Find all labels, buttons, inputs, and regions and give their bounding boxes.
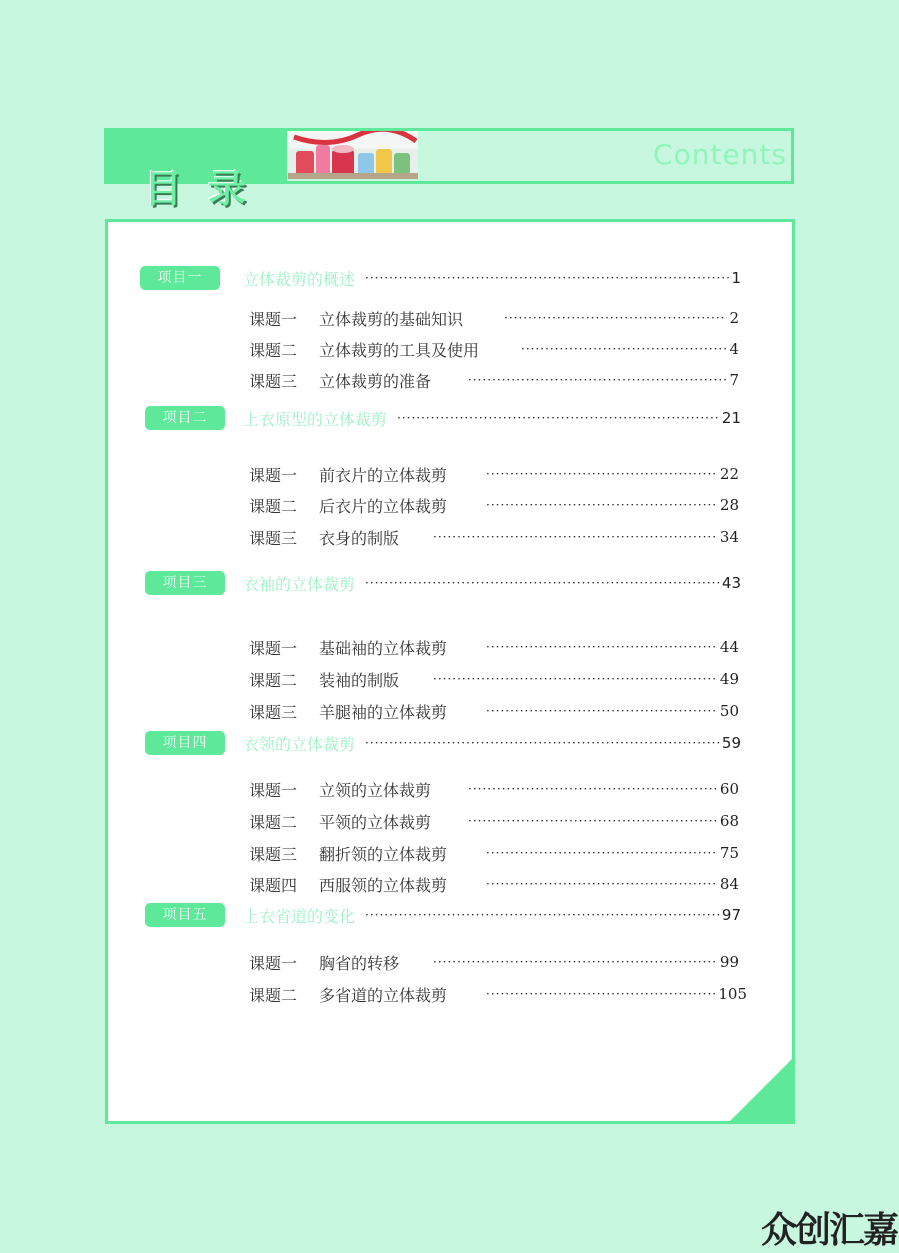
lesson-title: 立体裁剪的工具及使用 [319,340,480,360]
watermark-logo: 众创汇嘉 [760,1210,897,1251]
leader-dots [486,988,716,1000]
leader-dots [521,343,727,355]
contents-subtitle: Contents [653,138,787,171]
project-badge: 项目四 [145,731,225,755]
project-badge: 项目二 [145,406,225,430]
page-number: 7 [729,371,739,389]
page-number: 44 [719,638,739,656]
lesson-label: 课题一 [249,465,298,485]
leader-dots [486,847,718,859]
page-number: 50 [719,702,739,720]
lesson-entry[interactable] [249,777,739,801]
project-badge: 项目一 [140,266,220,290]
lesson-entry[interactable] [249,462,739,486]
lesson-title: 前衣片的立体裁剪 [319,465,448,485]
page-title: 目录 [144,167,273,211]
page-number: 34 [719,528,739,546]
page-number: 4 [729,340,739,358]
leader-dots [397,412,720,424]
leader-dots [486,641,718,653]
lesson-label: 课题一 [249,638,298,658]
leader-dots [468,783,718,795]
project-entry[interactable] [243,266,741,290]
lesson-title: 后衣片的立体裁剪 [319,496,448,516]
lesson-entry[interactable] [249,493,739,517]
lesson-label: 课题三 [249,371,298,391]
lesson-title: 多省道的立体裁剪 [319,985,448,1005]
lesson-entry[interactable] [249,667,739,691]
lesson-title: 胸省的转移 [319,953,400,973]
project-entry[interactable] [243,571,741,595]
page-number: 49 [719,670,739,688]
lesson-entry[interactable] [249,306,739,330]
page-number: 59 [721,734,741,752]
lesson-title: 衣身的制版 [319,528,400,548]
page-number: 84 [719,875,739,893]
leader-dots [433,956,718,968]
project-badge: 项目三 [145,571,225,595]
leader-dots [433,531,718,543]
project-entry[interactable] [243,903,741,927]
leader-dots [486,878,718,890]
lesson-title: 西服领的立体裁剪 [319,875,448,895]
corner-triangle [730,1059,792,1121]
leader-dots [365,737,720,749]
lesson-entry[interactable] [249,337,739,361]
leader-dots [365,909,720,921]
lesson-label: 课题三 [249,702,298,722]
project-title: 衣袖的立体裁剪 [243,574,356,594]
lesson-title: 翻折领的立体裁剪 [319,844,448,864]
page-number: 75 [719,844,739,862]
lesson-title: 立体裁剪的基础知识 [319,309,464,329]
lesson-entry[interactable] [249,525,739,549]
project-title: 衣领的立体裁剪 [243,734,356,754]
page-number: 22 [719,465,739,483]
project-title: 立体裁剪的概述 [243,269,356,289]
project-entry[interactable] [243,406,741,430]
lesson-label: 课题一 [249,309,298,329]
lesson-label: 课题二 [249,340,298,360]
lesson-label: 课题二 [249,496,298,516]
page-number: 60 [719,780,739,798]
lesson-label: 课题一 [249,780,298,800]
leader-dots [486,705,718,717]
project-title: 上衣原型的立体裁剪 [243,409,388,429]
page-number: 2 [729,309,739,327]
lesson-label: 课题二 [249,670,298,690]
leader-dots [504,312,727,324]
leader-dots [468,815,718,827]
lesson-label: 课题四 [249,875,298,895]
lesson-label: 课题三 [249,528,298,548]
thread-spools-image [288,131,418,179]
page-number: 99 [719,953,739,971]
lesson-entry[interactable] [249,872,739,896]
lesson-label: 课题二 [249,985,298,1005]
lesson-entry[interactable] [249,809,739,833]
lesson-title: 平领的立体裁剪 [319,812,432,832]
page-number: 105 [718,985,747,1003]
page-number: 68 [719,812,739,830]
lesson-entry[interactable] [249,368,739,392]
project-badge: 项目五 [145,903,225,927]
page-number: 97 [721,906,741,924]
leader-dots [365,272,729,284]
project-title: 上衣省道的变化 [243,906,356,926]
lesson-title: 立领的立体裁剪 [319,780,432,800]
page-number: 1 [731,269,741,287]
lesson-title: 基础袖的立体裁剪 [319,638,448,658]
lesson-entry[interactable] [249,950,739,974]
lesson-entry[interactable] [249,635,739,659]
leader-dots [365,577,720,589]
lesson-title: 羊腿袖的立体裁剪 [319,702,448,722]
lesson-label: 课题三 [249,844,298,864]
page-number: 43 [721,574,741,592]
lesson-title: 立体裁剪的准备 [319,371,432,391]
leader-dots [486,499,718,511]
project-entry[interactable] [243,731,741,755]
lesson-label: 课题二 [249,812,298,832]
lesson-title: 装袖的制版 [319,670,400,690]
lesson-entry[interactable] [249,699,739,723]
lesson-entry[interactable] [249,841,739,865]
leader-dots [486,468,718,480]
leader-dots [468,374,727,386]
page-number: 21 [721,409,741,427]
leader-dots [433,673,718,685]
lesson-label: 课题一 [249,953,298,973]
lesson-entry[interactable] [249,982,747,1006]
page-number: 28 [719,496,739,514]
